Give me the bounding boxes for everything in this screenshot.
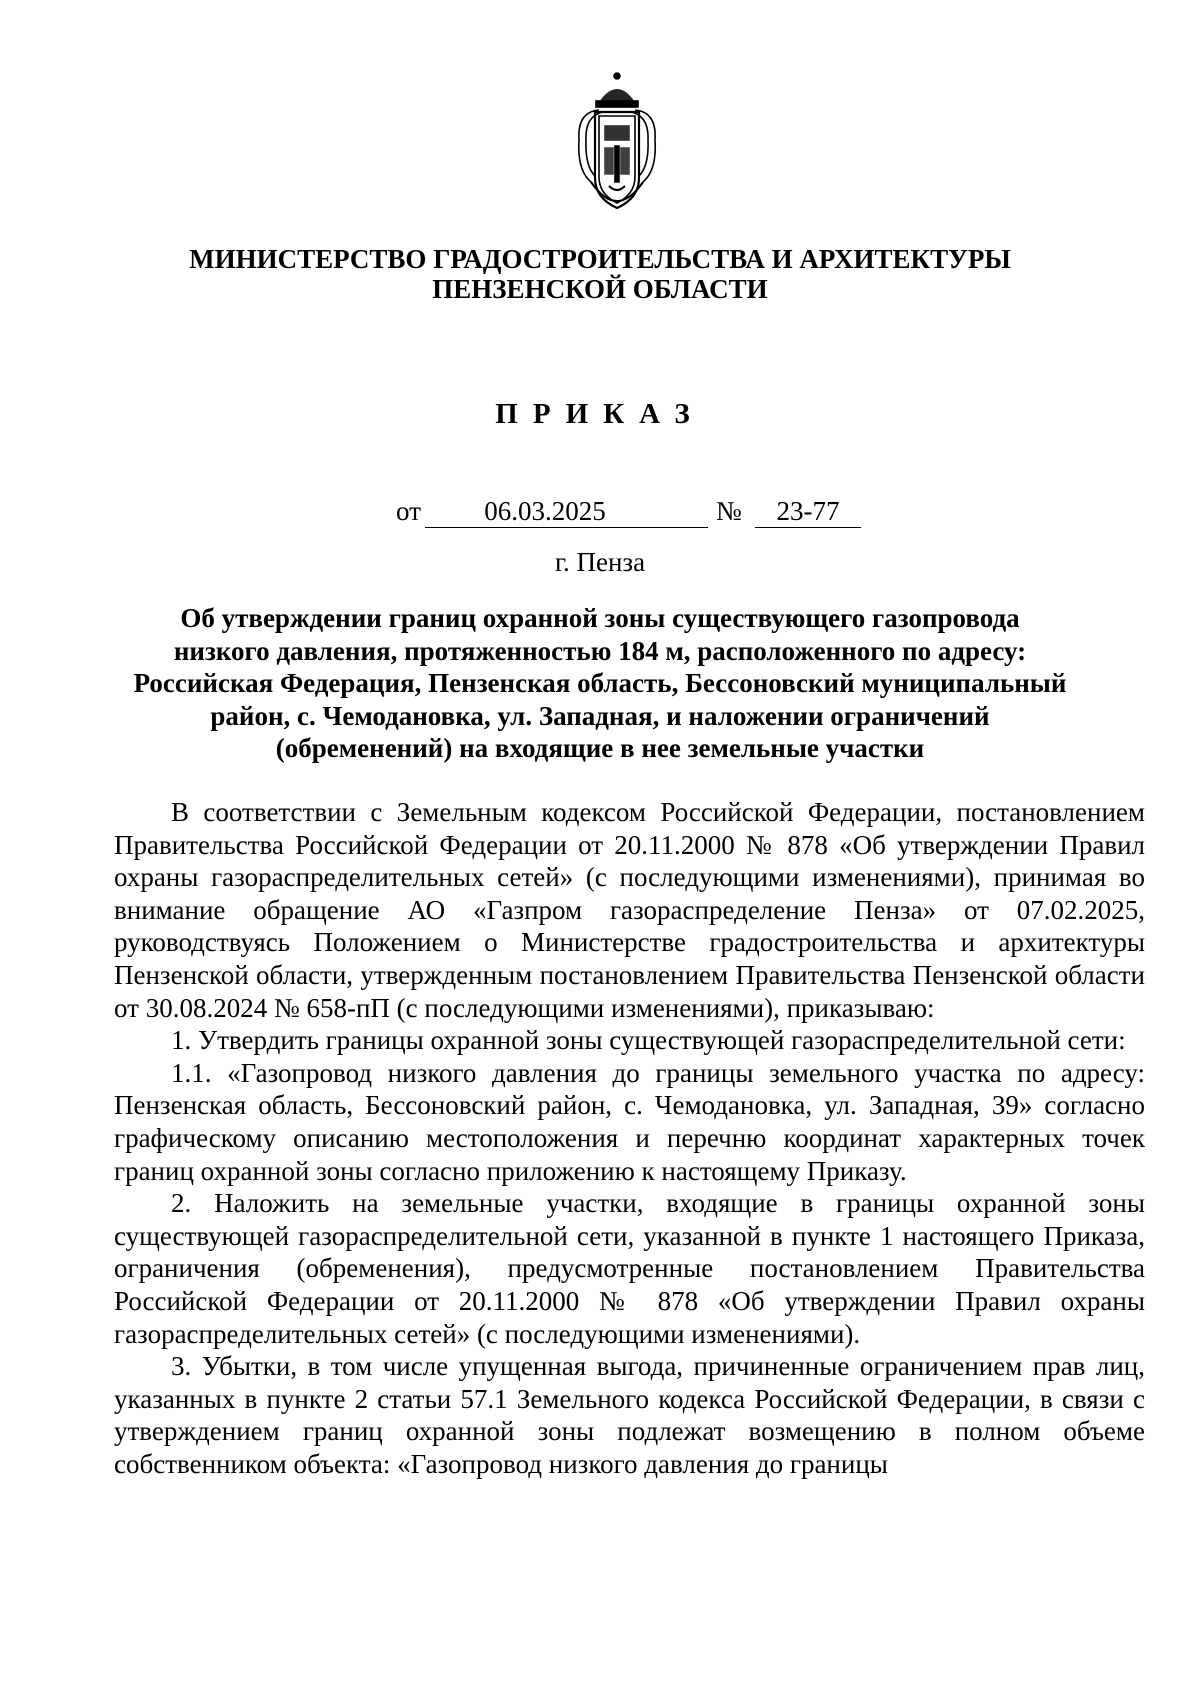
date-prefix: от: [396, 496, 421, 526]
order-date: 06.03.2025: [484, 496, 606, 526]
number-sign: №: [716, 496, 742, 526]
paragraph-item-1: 1. Утвердить границы охранной зоны существующей газораспределительной сети:: [171, 1025, 1126, 1056]
order-subject: Об утверждении границ охранной зоны существующего газопровода низкого давления, протяженностью 184 м, расположенного по адресу: Российская Федерация, Пензенская область, Бессоновский муниципальный район, с. Чемодановка, ул. Западная, и наложении ограничений (обременений) на входящие в нее земельные участки: [133, 603, 1067, 763]
ministry-name-line2: ПЕНЗЕНСКОЙ ОБЛАСТИ: [432, 274, 768, 304]
city-name: г. Пенза: [554, 547, 646, 577]
document-type-title: ПРИКАЗ: [495, 398, 705, 430]
paragraph-preamble: В соответствии с Земельным кодексом Российской Федерации, постановлением Правительства Российской Федерации от 20.11.2000 № 878 «Об утверждении Правил охраны газораспределительных сетей» (с последующими изменениями), принимая во внимание обращение АО «Газпром газораспределение Пенза» от 07.02.2025, руководствуясь Положением о Министерстве градостроительства и архитектуры Пензенской области, утвержденным постановлением Правительства Пензенской области от 30.08.2024 № 658-пП (с последующими изменениями), приказываю:: [114, 797, 1145, 1023]
number-underline: [755, 527, 861, 528]
paragraph-item-1-1: 1.1. «Газопровод низкого давления до границы земельного участка по адресу: Пензенская область, Бессоновский район, с. Чемодановка, ул. Западная, 39» согласно графическому описанию местоположения и перечню координат характерных точек границ охранной зоны согласно приложению к настоящему Приказу.: [114, 1057, 1145, 1186]
paragraph-item-2: 2. Наложить на земельные участки, входящие в границы охранной зоны существующей газораспределительной сети, указанной в пункте 1 настоящего Приказа, ограничения (обременения), предусмотренные постановлением Правительства Российской Федерации от 20.11.2000 № 878 «Об утверждении Правил охраны газораспределительных сетей» (с последующими изменениями).: [114, 1188, 1145, 1349]
ministry-name-line1: МИНИСТЕРСТВО ГРАДОСТРОИТЕЛЬСТВА И АРХИТЕКТУРЫ: [189, 244, 1011, 274]
document-body: [114, 796, 1145, 1480]
date-underline: [425, 527, 708, 528]
order-number: 23-77: [776, 496, 840, 526]
paragraph-item-3: 3. Убытки, в том числе упущенная выгода, причиненные ограничением прав лиц, указанных в пункте 2 статьи 57.1 Земельного кодекса Российской Федерации, в связи с утверждением границ охранной зоны подлежат возмещению в полном объеме собственником объекта: «Газопровод низкого давления до границы: [114, 1351, 1145, 1479]
coat-of-arms-emblem: [569, 70, 665, 220]
